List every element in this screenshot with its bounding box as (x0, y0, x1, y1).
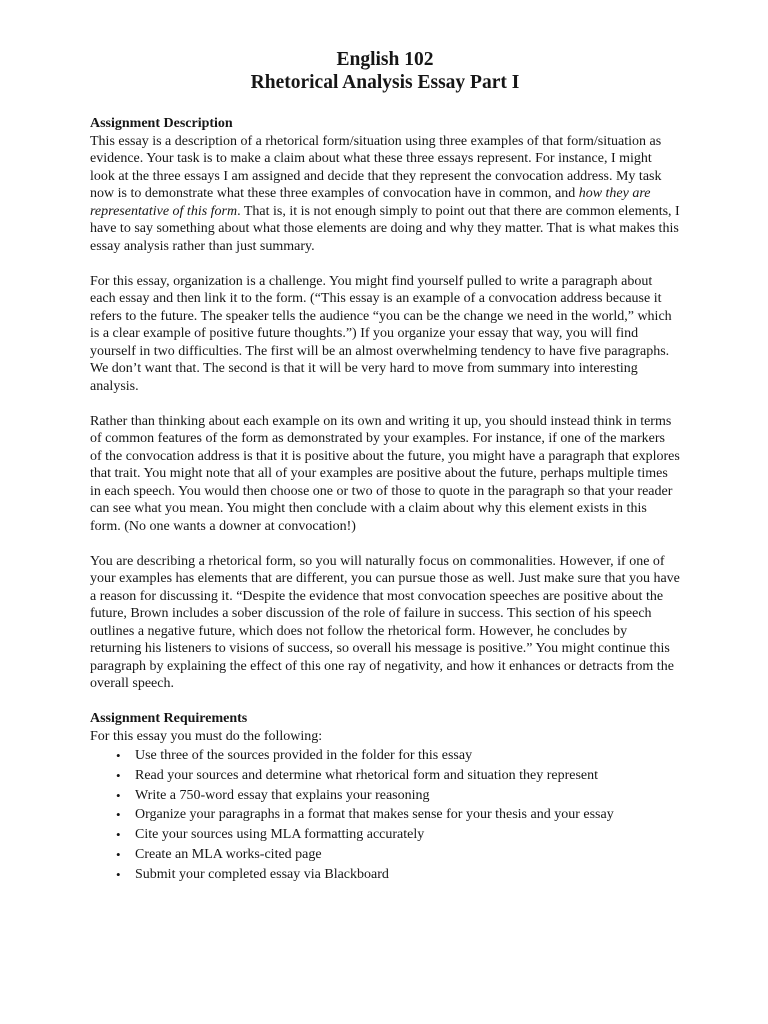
requirements-list (90, 746, 680, 885)
paragraph-1-text-start: This essay is a description of a rhetorical form/situation using three examples of that form/situation as evidence. Your task is to make a claim about what these three essays represent. For instance, I might look at the three essays I am assigned and decide that they represent the convocation address. My task now is to demonstrate what these three examples of convocation have in common, and (90, 133, 662, 201)
list-item (90, 746, 680, 766)
requirement-text: Use three of the sources provided in the folder for this essay (135, 748, 473, 763)
bullet-icon: • (116, 767, 121, 783)
paragraph-1-italic-phrase: how they are representative of this form (90, 186, 651, 219)
bullet-icon: • (116, 748, 121, 763)
bullet-icon: • (116, 846, 121, 862)
description-paragraph-4: You are describing a rhetorical form, so you will naturally focus on commonalities. However, if one of your examples has elements that are different, you can pursue those as well. Just make sure that you have a reason for discussing it. “Despite the evidence that most convocation speeches are positive about the future, Brown includes a sober discussion of the role of failure in success. This section of his speech outlines a negative future, which does not follow the rhetorical form. However, he concludes by returning his listeners to visions of success, so overall his message is positive.” You might continue this paragraph by explaining the effect of this one ray of negativity, and how it enhances or detracts from the overall speech. (90, 553, 680, 691)
course-title: English 102 (336, 49, 434, 70)
requirement-text: Write a 750-word essay that explains your reasoning (135, 787, 430, 803)
requirement-text: Create an MLA works-cited page (135, 846, 322, 862)
bullet-icon: • (116, 827, 121, 843)
list-item (90, 845, 680, 865)
list-item (90, 766, 680, 786)
requirement-text: Organize your paragraphs in a format that makes sense for your thesis and your essay (135, 807, 614, 823)
requirement-text: Cite your sources using MLA formatting accurately (135, 827, 425, 843)
bullet-icon: • (116, 807, 121, 823)
list-item (90, 865, 680, 885)
requirement-text: Submit your completed essay via Blackboard (135, 866, 389, 882)
description-paragraph-2: For this essay, organization is a challenge. You might find yourself pulled to write a paragraph about each essay and then link it to the form. (“This essay is an example of a convocation address because it refers to the future. The speaker tells the audience “you can be the change we need in the world,” which is a clear example of positive future thoughts.”) If you organize your essay that way, you will find yourself in two difficulties. The first will be an almost overwhelming tendency to have five paragraphs. We don’t want that. The second is that it will be very hard to move from summary into interesting analysis. (90, 273, 672, 394)
assignment-requirements-heading: Assignment Requirements (90, 711, 248, 726)
description-paragraph-1 (90, 133, 680, 256)
requirement-text: Read your sources and determine what rhetorical form and situation they represent (135, 767, 599, 783)
bullet-icon: • (116, 787, 121, 803)
paragraph-1-text-end: . That is, it is not enough simply to point out that there are common elements, I have to say something about what those elements are doing and why they matter. That is what makes this essay analysis rather than just summary. (90, 203, 680, 254)
document-page (90, 48, 680, 885)
assignment-description-heading: Assignment Description (90, 116, 233, 131)
requirements-intro: For this essay you must do the following: (90, 728, 323, 744)
list-item (90, 825, 680, 845)
list-item (90, 805, 680, 825)
list-item (90, 786, 680, 806)
description-paragraph-3: Rather than thinking about each example on its own and writing it up, you should instead think in terms of common features of the form as demonstrated by your examples. For instance, if one of the markers of the convocation address is that it is positive about the future, you might have a paragraph that explores that trait. You might note that all of your examples are positive about the future, perhaps multiple times in each speech. You would then choose one or two of those to quote in the paragraph so that your reader can see what you mean. You might then conclude with a claim about why this element exists in this form. (No one wants a downer at convocation!) (90, 413, 680, 534)
bullet-icon: • (116, 866, 121, 882)
title-block (90, 48, 680, 94)
assignment-title: Rhetorical Analysis Essay Part I (250, 72, 520, 93)
